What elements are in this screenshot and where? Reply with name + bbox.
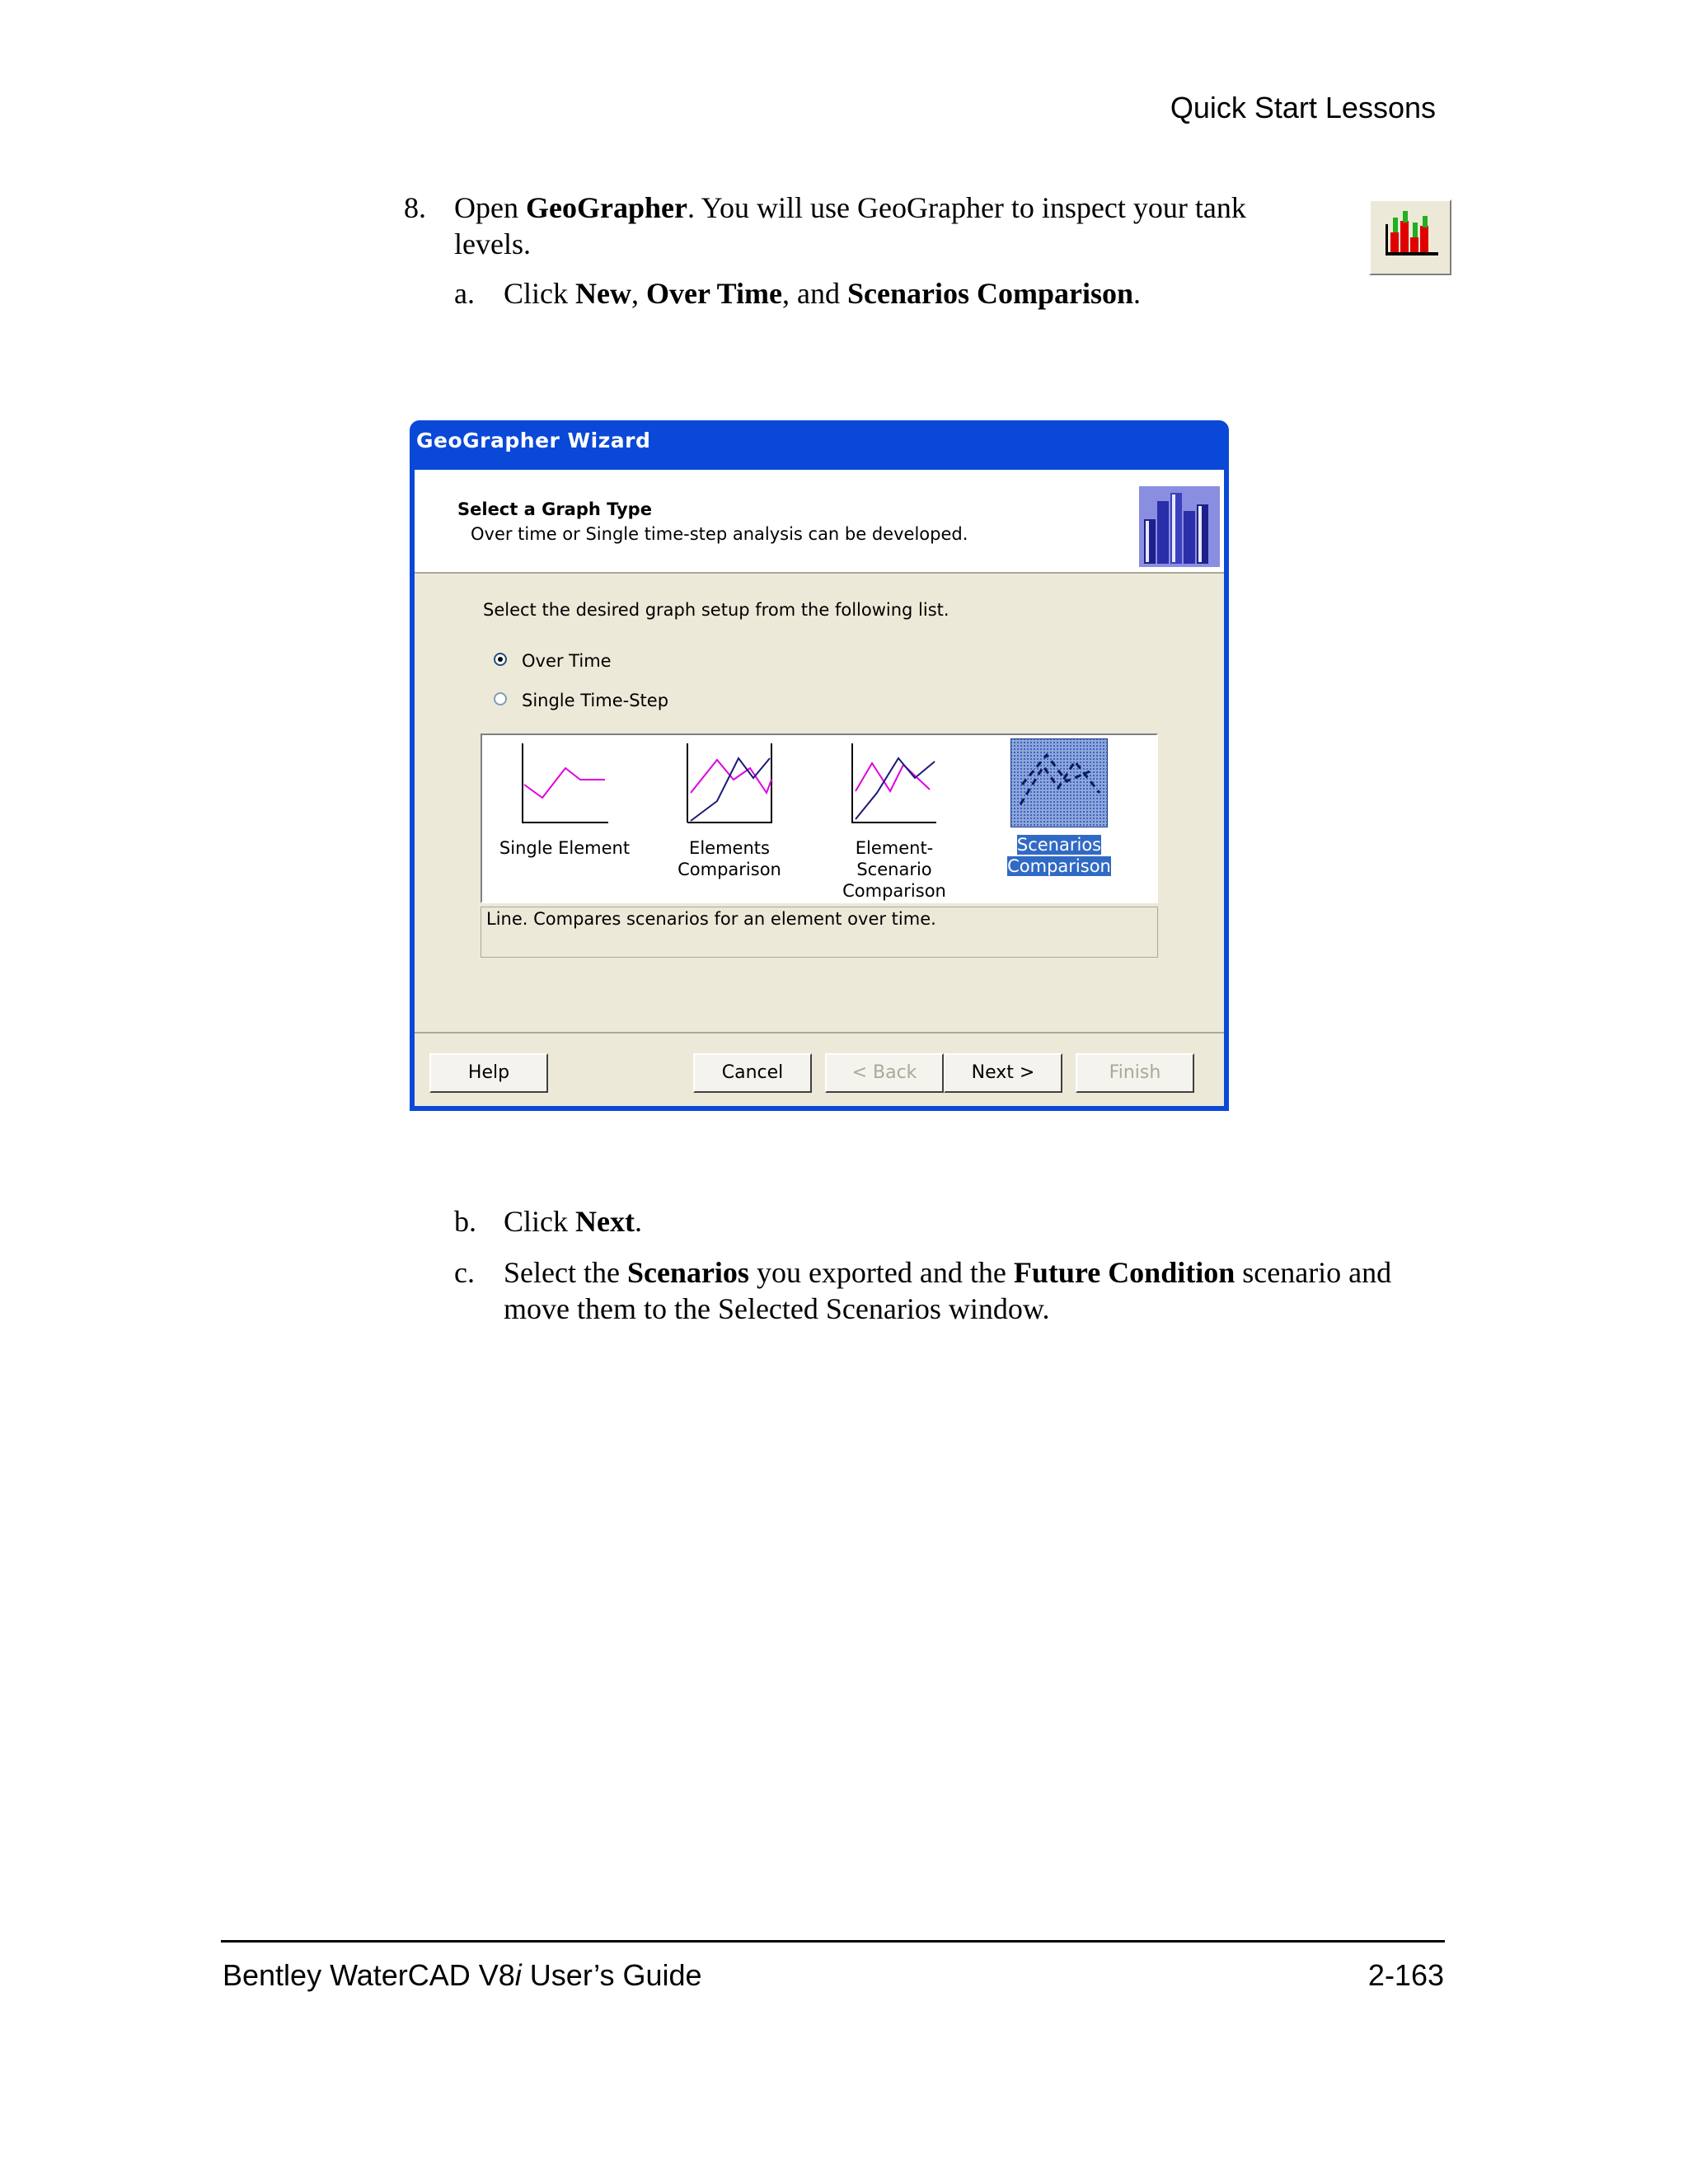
step-8-number: 8. <box>404 191 426 224</box>
step-a-text: Click New, Over Time, and Scenarios Comparison. <box>504 277 1141 310</box>
over-time-label[interactable]: Over Time <box>522 651 612 671</box>
single-element-label: Single Element <box>499 838 631 858</box>
graph-type-element-scenario-comparison[interactable] <box>820 743 968 902</box>
instruction-text: Select the desired graph setup from the following list. <box>483 600 950 620</box>
step-a-letter: a. <box>454 277 475 310</box>
single-time-step-radio[interactable] <box>494 692 507 705</box>
step-8-text: Open GeoGrapher. You will use GeoGrapher to inspect your tank levels. <box>454 191 1246 260</box>
graph-type-single-element[interactable] <box>490 743 639 859</box>
wizard-header <box>415 470 1224 574</box>
wizard-step-subtitle: Over time or Single time-step analysis can be developed. <box>471 524 968 544</box>
help-button[interactable]: Help <box>429 1053 548 1093</box>
step-b-letter: b. <box>454 1205 476 1238</box>
elements-comparison-label: Elements Comparison <box>678 838 781 879</box>
geographer-toolbar-icon <box>1369 199 1451 275</box>
wizard-step-title: Select a Graph Type <box>457 499 652 519</box>
page-number: 2-163 <box>1367 1958 1444 1992</box>
geographer-wizard-dialog <box>410 420 1229 1111</box>
graph-type-elements-comparison[interactable] <box>655 743 804 880</box>
element-scenario-comparison-label: Element-Scenario Comparison <box>842 838 946 901</box>
graph-type-description: Line. Compares scenarios for an element over time. <box>481 907 1158 958</box>
next-button[interactable]: Next > <box>944 1053 1062 1093</box>
button-divider <box>415 1032 1224 1033</box>
step-b-text: Click Next. <box>504 1205 642 1238</box>
single-element-graph-icon <box>519 743 610 826</box>
element-scenario-comparison-graph-icon <box>849 743 940 826</box>
over-time-radio[interactable] <box>494 653 507 666</box>
single-time-step-label[interactable]: Single Time-Step <box>522 691 669 710</box>
elements-comparison-graph-icon <box>684 743 775 826</box>
cancel-button[interactable]: Cancel <box>693 1053 812 1093</box>
back-button[interactable]: < Back <box>825 1053 944 1093</box>
step-c-text: Select the Scenarios you exported and the Future Condition scenario and move them to the Selected Scenarios window. <box>504 1256 1392 1325</box>
graph-type-list <box>481 733 1158 903</box>
dialog-body <box>415 470 1224 1106</box>
scenarios-comparison-label: Scenarios Comparison <box>1007 835 1111 876</box>
dialog-title: GeoGrapher Wizard <box>416 429 651 452</box>
graph-type-scenarios-comparison[interactable] <box>985 738 1133 877</box>
finish-button[interactable]: Finish <box>1076 1053 1194 1093</box>
footer-rule <box>221 1940 1445 1943</box>
bar-chart-icon <box>1139 486 1220 567</box>
step-c-letter: c. <box>454 1256 475 1289</box>
running-header: Quick Start Lessons <box>1170 91 1436 124</box>
scenarios-comparison-graph-icon <box>1010 738 1108 827</box>
footer-guide-title: Bentley WaterCAD V8i User’s Guide <box>223 1958 702 1992</box>
